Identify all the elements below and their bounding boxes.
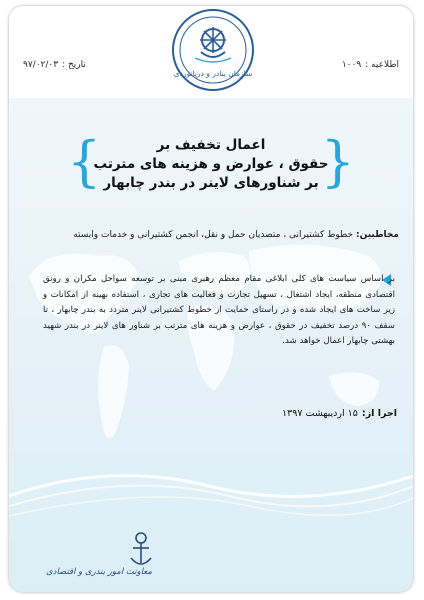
notice-value: ۱۰۰۹ [341,60,362,70]
notice-date [21,60,88,70]
date-value: ۹۷/۰۲/۰۳ [23,60,59,70]
effective-date [282,408,397,419]
ports-organization-emblem [171,8,255,92]
deputy-logo-text: معاونت امور بندری و اقتصادی [46,567,152,577]
notice-label: اطلاعیه : [365,60,399,70]
notice-title [79,136,343,193]
effective-value: ۱۵ اردیبهشت ۱۳۹۷ [282,408,358,419]
date-label: تاریخ : [62,60,86,70]
title-line-2: حقوق ، عوارض و هزینه های مترتب [93,156,329,172]
body-paragraph: بر اساس سیاست های کلی ابلاغی مقام معظم رهبری مبنی بر توسعه سواحل مکران و رونق اقتصادی منطقه، ایجاد اشتغال ، تسهیل تجارت و فعالیت های تجاری ، استفاده بهینه از امکانات و زیر ساخت های ایجاد شده و در راستای حمایت از خطوط کشتیرانی لاینر متردد به بندر چابهار ، تا سقف ۹۰ درصد تخفیف در حقوق ، عوارض و هزینه های مترتب بر شناور های لاینر در بندر شهید بهشتی چابهار اعمال خواهد شد. [43,274,395,346]
title-line-1: اعمال تخفیف بر [156,137,266,153]
decorative-waves [9,456,413,526]
addressee [23,230,399,240]
title-brace-left: { [67,130,102,193]
title-brace-right: } [320,130,355,193]
title-line-3: بر شناورهای لاینر در بندر چابهار [103,175,319,191]
addressee-value: خطوط کشتیرانی ، متصدیان حمل و نقل، انجمن کشتیرانی و خدمات وابسته [73,230,354,240]
addressee-label: مخاطبین: [356,230,399,240]
notice-page [9,6,413,592]
emblem-org-name: سازمان بنادر و دریانوردی [173,69,253,78]
effective-label: اجرا از: [361,408,397,419]
deputy-logo [29,518,179,578]
notice-number [340,60,401,70]
